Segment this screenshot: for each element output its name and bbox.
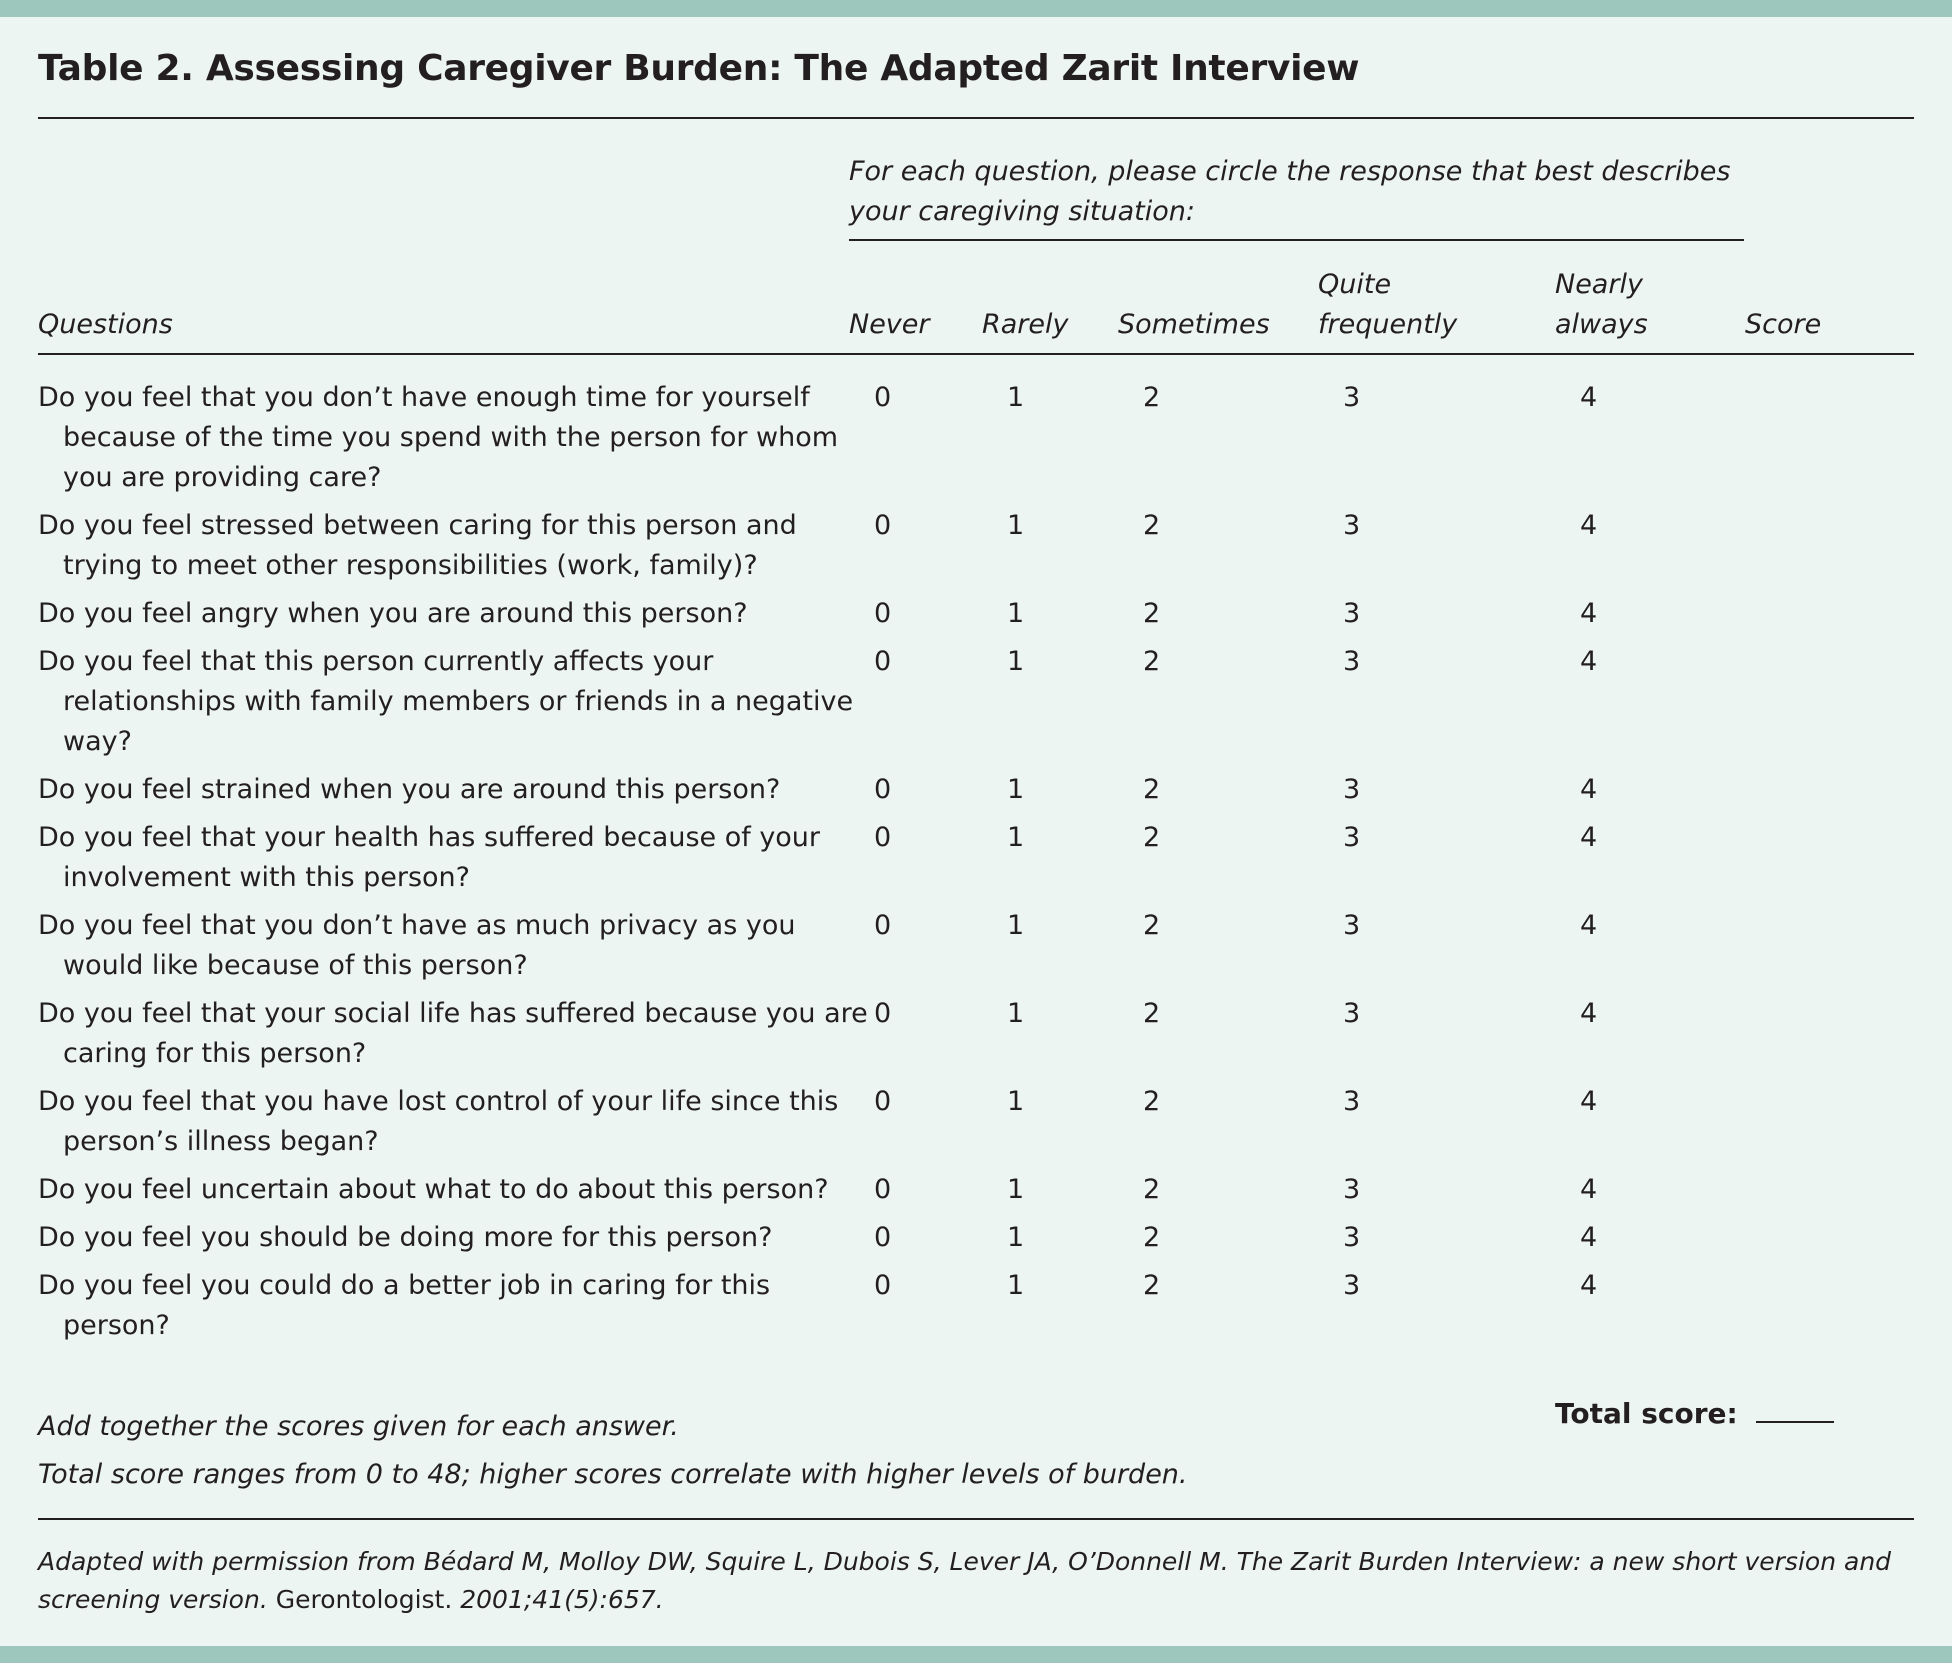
response-option[interactable]: 3 — [1343, 998, 1361, 1029]
response-option[interactable]: 2 — [1143, 910, 1161, 941]
response-option[interactable]: 4 — [1580, 646, 1598, 677]
response-option[interactable]: 3 — [1343, 1222, 1361, 1253]
citation-journal: Gerontologist. — [275, 1585, 453, 1614]
response-option[interactable]: 2 — [1143, 646, 1161, 677]
table-row — [38, 378, 1914, 506]
response-option[interactable]: 0 — [874, 774, 892, 805]
instructions: For each question, please circle the response that best describes your caregiving situation: — [849, 156, 1731, 227]
response-option[interactable]: 4 — [1580, 382, 1598, 413]
header-divider — [38, 353, 1914, 355]
table-row — [38, 1266, 1914, 1354]
total-score — [1555, 1397, 1834, 1430]
response-option[interactable]: 0 — [874, 510, 892, 541]
response-option[interactable]: 4 — [1580, 998, 1598, 1029]
response-option[interactable]: 0 — [874, 1086, 892, 1117]
response-option[interactable]: 2 — [1143, 1086, 1161, 1117]
citation — [38, 1543, 1918, 1619]
response-option[interactable]: 3 — [1343, 1174, 1361, 1205]
response-option[interactable]: 4 — [1580, 910, 1598, 941]
response-option[interactable]: 3 — [1343, 382, 1361, 413]
header-questions: Questions — [38, 309, 173, 340]
title-divider — [38, 117, 1914, 119]
total-score-label: Total score: — [1555, 1397, 1738, 1430]
response-option[interactable]: 1 — [1007, 822, 1025, 853]
response-option[interactable]: 0 — [874, 1174, 892, 1205]
response-option[interactable]: 1 — [1007, 598, 1025, 629]
question-text: Do you feel that this person currently affects your relationships with family members or friends in a negative way? — [38, 646, 854, 757]
header-quite-frequently: Quite frequently — [1318, 269, 1458, 340]
response-option[interactable]: 3 — [1343, 822, 1361, 853]
footer-divider — [38, 1518, 1914, 1520]
response-option[interactable]: 2 — [1143, 1270, 1161, 1301]
header-never: Never — [849, 309, 930, 340]
response-option[interactable]: 4 — [1580, 1270, 1598, 1301]
header-sometimes: Sometimes — [1118, 309, 1270, 340]
response-option[interactable]: 0 — [874, 998, 892, 1029]
table-row — [38, 506, 1914, 594]
response-option[interactable]: 2 — [1143, 598, 1161, 629]
response-option[interactable]: 4 — [1580, 510, 1598, 541]
response-option[interactable]: 3 — [1343, 910, 1361, 941]
response-option[interactable]: 1 — [1007, 1270, 1025, 1301]
question-text: Do you feel that your health has suffered because of your involvement with this person? — [38, 822, 821, 893]
response-option[interactable]: 1 — [1007, 998, 1025, 1029]
header-score: Score — [1745, 309, 1822, 340]
response-option[interactable]: 3 — [1343, 646, 1361, 677]
questions-table — [38, 378, 1914, 1354]
page-title: Table 2. Assessing Caregiver Burden: The Adapted Zarit Interview — [38, 48, 1360, 89]
table-row — [38, 1170, 1914, 1218]
response-option[interactable]: 3 — [1343, 774, 1361, 805]
citation-volume: 2001;41(5):657. — [460, 1585, 664, 1614]
top-band — [0, 0, 1952, 17]
header-nearly-always: Nearly always — [1555, 269, 1648, 340]
response-option[interactable]: 1 — [1007, 1174, 1025, 1205]
response-option[interactable]: 2 — [1143, 998, 1161, 1029]
total-score-blank[interactable] — [1756, 1421, 1834, 1423]
response-option[interactable]: 3 — [1343, 1086, 1361, 1117]
response-option[interactable]: 4 — [1580, 1222, 1598, 1253]
response-option[interactable]: 1 — [1007, 382, 1025, 413]
response-option[interactable]: 2 — [1143, 510, 1161, 541]
response-option[interactable]: 1 — [1007, 1086, 1025, 1117]
response-option[interactable]: 4 — [1580, 1086, 1598, 1117]
table-row — [38, 642, 1914, 770]
table-row — [38, 994, 1914, 1082]
question-text: Do you feel uncertain about what to do about this person? — [38, 1174, 829, 1205]
citation-text: Adapted with permission from Bédard M, Molloy DW, Squire L, Dubois S, Lever JA, O’Donnell M. The Zarit Burden Interview: a new short version and screening version. — [38, 1547, 1892, 1614]
response-option[interactable]: 2 — [1143, 774, 1161, 805]
response-option[interactable]: 2 — [1143, 382, 1161, 413]
question-text: Do you feel that your social life has suffered because you are caring for this person? — [38, 998, 868, 1069]
table-row — [38, 770, 1914, 818]
response-option[interactable]: 1 — [1007, 1222, 1025, 1253]
response-option[interactable]: 0 — [874, 1270, 892, 1301]
response-option[interactable]: 4 — [1580, 774, 1598, 805]
table-row — [38, 594, 1914, 642]
table-row — [38, 906, 1914, 994]
response-option[interactable]: 1 — [1007, 910, 1025, 941]
response-option[interactable]: 0 — [874, 382, 892, 413]
table-row — [38, 818, 1914, 906]
response-option[interactable]: 0 — [874, 910, 892, 941]
question-text: Do you feel that you don’t have enough time for yourself because of the time you spend with the person for whom you are providing care? — [38, 382, 839, 493]
response-option[interactable]: 0 — [874, 822, 892, 853]
response-option[interactable]: 2 — [1143, 822, 1161, 853]
question-text: Do you feel that you don’t have as much privacy as you would like because of this person? — [38, 910, 796, 981]
response-option[interactable]: 0 — [874, 598, 892, 629]
question-text: Do you feel stressed between caring for this person and trying to meet other responsibilities (work, family)? — [38, 510, 797, 581]
response-option[interactable]: 0 — [874, 1222, 892, 1253]
header-rarely: Rarely — [982, 309, 1069, 340]
response-option[interactable]: 3 — [1343, 510, 1361, 541]
response-option[interactable]: 2 — [1143, 1174, 1161, 1205]
response-option[interactable]: 1 — [1007, 774, 1025, 805]
table-row — [38, 1218, 1914, 1266]
bottom-band — [0, 1646, 1952, 1663]
response-option[interactable]: 4 — [1580, 822, 1598, 853]
score-range-note: Total score ranges from 0 to 48; higher scores correlate with higher levels of burden. — [38, 1459, 1188, 1490]
table-row — [38, 1082, 1914, 1170]
response-option[interactable]: 3 — [1343, 598, 1361, 629]
response-option[interactable]: 4 — [1580, 1174, 1598, 1205]
response-option[interactable]: 1 — [1007, 646, 1025, 677]
instructions-note: Add together the scores given for each answer. — [38, 1411, 679, 1442]
question-text: Do you feel that you have lost control of your life since this person’s illness began? — [38, 1086, 839, 1157]
response-option[interactable]: 3 — [1343, 1270, 1361, 1301]
response-option[interactable]: 1 — [1007, 510, 1025, 541]
response-option[interactable]: 0 — [874, 646, 892, 677]
question-text: Do you feel angry when you are around this person? — [38, 598, 748, 629]
question-text: Do you feel you could do a better job in caring for this person? — [38, 1270, 771, 1341]
question-text: Do you feel strained when you are around this person? — [38, 774, 781, 805]
instruction-divider — [849, 239, 1744, 241]
response-option[interactable]: 4 — [1580, 598, 1598, 629]
response-option[interactable]: 2 — [1143, 1222, 1161, 1253]
question-text: Do you feel you should be doing more for this person? — [38, 1222, 773, 1253]
